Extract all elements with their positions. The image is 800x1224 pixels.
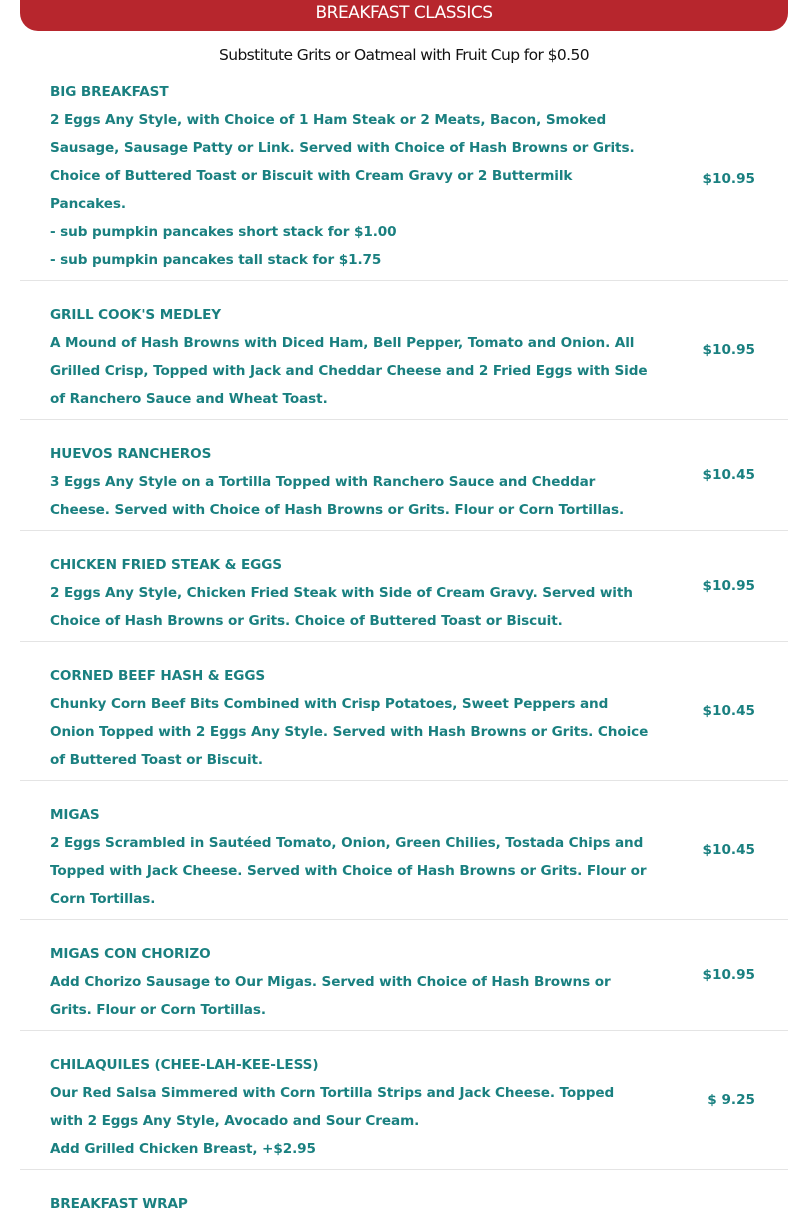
item-name: GRILL COOK'S MEDLEY xyxy=(50,307,222,323)
item-price: $10.95 xyxy=(702,342,755,358)
menu-item xyxy=(20,1031,788,1170)
menu-list xyxy=(20,78,788,1224)
item-description: 2 Eggs Any Style, with Choice of 1 Ham Steak or 2 Meats, Bacon, Smoked Sausage, Sausage Patty or Link. Served with Choice of Hash Browns or Grits. Choice of Buttered Toast or Biscuit with Cream Gravy or 2 Buttermilk Pancakes. xyxy=(50,112,635,212)
item-price: $10.95 xyxy=(702,578,755,594)
menu-item xyxy=(20,920,788,1031)
item-name: HUEVOS RANCHEROS xyxy=(50,446,212,462)
section-header-bar xyxy=(20,0,788,31)
section-title: BREAKFAST CLASSICS xyxy=(315,3,493,23)
item-description: A Mound of Hash Browns with Diced Ham, Bell Pepper, Tomato and Onion. All Grilled Crisp, Topped with Jack and Cheddar Cheese and 2 Fried Eggs with Side of Ranchero Sauce and Wheat Toast. xyxy=(50,335,648,407)
item-description: 3 Eggs Any Style on a Tortilla Topped with Ranchero Sauce and Cheddar Cheese. Served with Choice of Hash Browns or Grits. Flour or Corn Tortillas. xyxy=(50,474,625,518)
item-price: $10.95 xyxy=(702,967,755,983)
item-price: $10.45 xyxy=(702,467,755,483)
item-name: MIGAS xyxy=(50,807,100,823)
item-price: $10.45 xyxy=(702,842,755,858)
item-price: $10.45 xyxy=(702,703,755,719)
item-addon: Add Grilled Chicken Breast, +$2.95 xyxy=(50,1141,316,1157)
item-description: 2 Eggs Scrambled in Sautéed Tomato, Onion, Green Chilies, Tostada Chips and Topped with Jack Cheese. Served with Choice of Hash Browns or Grits. Flour or Corn Tortillas. xyxy=(50,835,647,907)
item-name: CHILAQUILES (CHEE-LAH-KEE-LESS) xyxy=(50,1057,319,1073)
item-description: Our Red Salsa Simmered with Corn Tortilla Strips and Jack Cheese. Topped with 2 Eggs Any Style, Avocado and Sour Cream. xyxy=(50,1085,615,1129)
menu-item xyxy=(20,642,788,781)
item-name: CHICKEN FRIED STEAK & EGGS xyxy=(50,557,282,573)
item-addon: - sub pumpkin pancakes short stack for $1.00 xyxy=(50,224,397,240)
item-addon: - sub pumpkin pancakes tall stack for $1.75 xyxy=(50,252,382,268)
substitution-note: Substitute Grits or Oatmeal with Fruit Cup for $0.50 xyxy=(218,46,590,64)
item-price: $ 9.25 xyxy=(707,1092,755,1108)
menu-item xyxy=(20,781,788,920)
menu-item xyxy=(20,420,788,531)
menu-item xyxy=(20,78,788,281)
menu-item xyxy=(20,531,788,642)
item-name: BREAKFAST WRAP xyxy=(50,1196,188,1212)
item-name: BIG BREAKFAST xyxy=(50,84,169,100)
menu-item xyxy=(20,1170,788,1224)
item-description: 2 Eggs Any Style, Chicken Fried Steak with Side of Cream Gravy. Served with Choice of Hash Browns or Grits. Choice of Buttered Toast or Biscuit. xyxy=(50,585,633,629)
item-price: $10.95 xyxy=(702,171,755,187)
menu-item xyxy=(20,281,788,420)
item-description: Chunky Corn Beef Bits Combined with Crisp Potatoes, Sweet Peppers and Onion Topped with 2 Eggs Any Style. Served with Hash Browns or Grits. Choice of Buttered Toast or Biscuit. xyxy=(50,696,649,768)
item-description: Add Chorizo Sausage to Our Migas. Served with Choice of Hash Browns or Grits. Flour or Corn Tortillas. xyxy=(50,974,611,1018)
item-name: CORNED BEEF HASH & EGGS xyxy=(50,668,266,684)
item-name: MIGAS CON CHORIZO xyxy=(50,946,211,962)
